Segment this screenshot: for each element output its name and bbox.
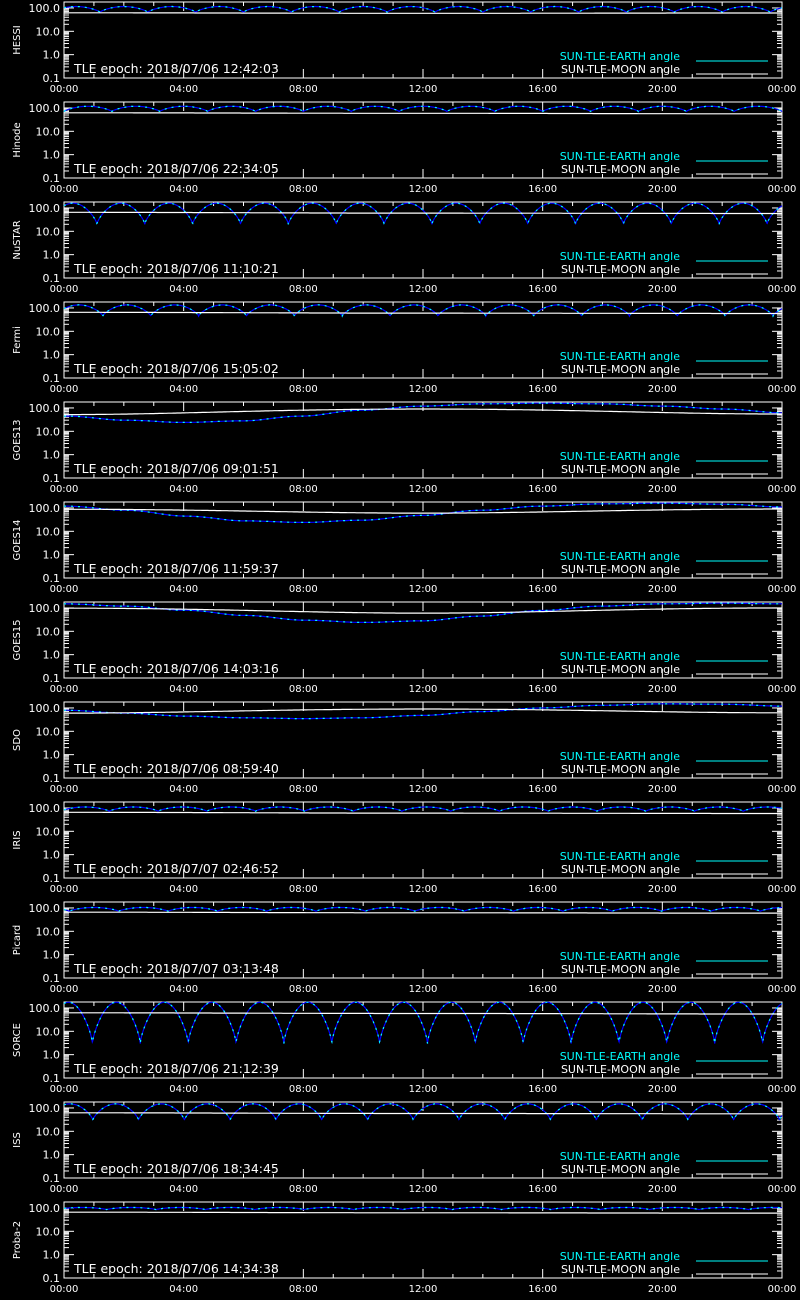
- panel-hinode: [12, 102, 796, 195]
- x-tick-label: 20:00: [647, 284, 677, 295]
- legend-label: SUN-TLE-EARTH angle: [559, 1250, 680, 1263]
- x-tick-label: 20:00: [647, 884, 677, 895]
- x-tick-label: 00:00: [767, 784, 797, 795]
- y-axis-label: GOES13: [12, 419, 23, 461]
- y-tick-label: 100.0: [28, 901, 60, 915]
- y-tick-label: 1.0: [42, 548, 60, 562]
- y-tick-label: 100.0: [28, 1001, 60, 1015]
- legend-label: SUN-TLE-MOON angle: [560, 663, 680, 676]
- y-tick-label: 100.0: [28, 1, 60, 15]
- x-tick-label: 08:00: [288, 384, 318, 395]
- legend-label: SUN-TLE-EARTH angle: [559, 250, 680, 263]
- y-tick-label: 10.0: [35, 625, 60, 639]
- tle-epoch-label: TLE epoch: 2018/07/06 22:34:05: [74, 161, 279, 176]
- y-tick-label: 0.1: [42, 1072, 60, 1085]
- x-tick-label: 04:00: [169, 784, 199, 795]
- x-tick-label: 00:00: [767, 284, 797, 295]
- x-tick-label: 00:00: [49, 1284, 79, 1295]
- x-tick-label: 00:00: [49, 684, 79, 695]
- x-tick-label: 00:00: [49, 1084, 79, 1095]
- y-axis-label: Hinode: [12, 122, 23, 158]
- y-tick-label: 1.0: [42, 248, 60, 262]
- x-tick-label: 00:00: [767, 884, 797, 895]
- x-tick-label: 12:00: [408, 384, 438, 395]
- tle-epoch-label: TLE epoch: 2018/07/06 14:03:16: [74, 661, 279, 676]
- x-tick-label: 08:00: [288, 984, 318, 995]
- y-tick-label: 10.0: [35, 225, 60, 239]
- y-tick-label: 10.0: [35, 1125, 60, 1139]
- panel-iss: [12, 1102, 796, 1195]
- y-tick-label: 0.1: [42, 372, 60, 385]
- legend-label: SUN-TLE-MOON angle: [560, 763, 680, 776]
- x-tick-label: 04:00: [169, 984, 199, 995]
- tle-epoch-label: TLE epoch: 2018/07/06 09:01:51: [74, 461, 279, 476]
- x-tick-label: 16:00: [528, 784, 558, 795]
- x-tick-label: 00:00: [49, 784, 79, 795]
- sun-tle-moon-line: [64, 212, 782, 213]
- tle-epoch-label: TLE epoch: 2018/07/06 08:59:40: [74, 761, 279, 776]
- x-tick-label: 12:00: [408, 484, 438, 495]
- y-tick-label: 10.0: [35, 1225, 60, 1239]
- x-tick-label: 00:00: [767, 484, 797, 495]
- x-tick-label: 12:00: [408, 84, 438, 95]
- x-tick-label: 04:00: [169, 684, 199, 695]
- x-tick-label: 12:00: [408, 684, 438, 695]
- y-tick-label: 10.0: [35, 525, 60, 539]
- x-tick-label: 12:00: [408, 1184, 438, 1195]
- legend-label: SUN-TLE-EARTH angle: [559, 950, 680, 963]
- tle-epoch-label: TLE epoch: 2018/07/06 11:10:21: [74, 261, 279, 276]
- x-tick-label: 04:00: [169, 184, 199, 195]
- x-tick-label: 08:00: [288, 584, 318, 595]
- x-tick-label: 04:00: [169, 484, 199, 495]
- legend-label: SUN-TLE-MOON angle: [560, 463, 680, 476]
- legend-label: SUN-TLE-MOON angle: [560, 1063, 680, 1076]
- y-tick-label: 10.0: [35, 425, 60, 439]
- x-tick-label: 00:00: [49, 884, 79, 895]
- y-tick-label: 100.0: [28, 401, 60, 415]
- x-tick-label: 20:00: [647, 184, 677, 195]
- x-tick-label: 20:00: [647, 1284, 677, 1295]
- y-tick-label: 100.0: [28, 1201, 60, 1215]
- y-axis-label: HESSI: [12, 25, 23, 55]
- x-tick-label: 08:00: [288, 1084, 318, 1095]
- y-tick-label: 0.1: [42, 972, 60, 985]
- y-tick-label: 100.0: [28, 701, 60, 715]
- y-axis-label: Proba-2: [12, 1220, 23, 1260]
- y-tick-label: 1.0: [42, 48, 60, 62]
- tle-epoch-label: TLE epoch: 2018/07/07 02:46:52: [74, 861, 279, 876]
- legend-label: SUN-TLE-MOON angle: [560, 963, 680, 976]
- panel-fermi: [12, 302, 796, 395]
- tle-epoch-label: TLE epoch: 2018/07/06 15:05:02: [74, 361, 279, 376]
- tle-epoch-label: TLE epoch: 2018/07/07 03:13:48: [74, 961, 279, 976]
- x-tick-label: 00:00: [767, 1284, 797, 1295]
- y-axis-label: GOES14: [12, 519, 23, 561]
- panel-goes14: [12, 502, 796, 595]
- y-tick-label: 100.0: [28, 1101, 60, 1115]
- x-tick-label: 00:00: [49, 284, 79, 295]
- x-tick-label: 20:00: [647, 684, 677, 695]
- x-tick-label: 08:00: [288, 684, 318, 695]
- legend-label: SUN-TLE-MOON angle: [560, 1263, 680, 1276]
- x-tick-label: 00:00: [49, 984, 79, 995]
- y-tick-label: 100.0: [28, 201, 60, 215]
- x-tick-label: 00:00: [49, 484, 79, 495]
- sun-tle-moon-line: [64, 1113, 782, 1114]
- y-tick-label: 100.0: [28, 501, 60, 515]
- sun-tle-moon-line: [64, 1212, 782, 1213]
- panel-goes15: [12, 602, 796, 695]
- y-tick-label: 1.0: [42, 1048, 60, 1062]
- y-tick-label: 0.1: [42, 472, 60, 485]
- x-tick-label: 04:00: [169, 584, 199, 595]
- x-tick-label: 16:00: [528, 284, 558, 295]
- x-tick-label: 00:00: [767, 1184, 797, 1195]
- x-tick-label: 16:00: [528, 884, 558, 895]
- y-tick-label: 0.1: [42, 872, 60, 885]
- x-tick-label: 12:00: [408, 284, 438, 295]
- x-tick-label: 00:00: [767, 184, 797, 195]
- y-tick-label: 10.0: [35, 25, 60, 39]
- y-axis-label: NuSTAR: [12, 220, 23, 260]
- tle-epoch-label: TLE epoch: 2018/07/06 12:42:03: [74, 61, 279, 76]
- panel-proba-2: [12, 1202, 796, 1295]
- x-tick-label: 00:00: [49, 184, 79, 195]
- x-tick-label: 16:00: [528, 1184, 558, 1195]
- x-tick-label: 20:00: [647, 1084, 677, 1095]
- x-tick-label: 16:00: [528, 484, 558, 495]
- panel-goes13: [12, 402, 796, 495]
- x-tick-label: 12:00: [408, 984, 438, 995]
- x-tick-label: 16:00: [528, 1084, 558, 1095]
- x-tick-label: 04:00: [169, 284, 199, 295]
- tle-epoch-label: TLE epoch: 2018/07/06 11:59:37: [74, 561, 279, 576]
- x-tick-label: 08:00: [288, 84, 318, 95]
- x-tick-label: 04:00: [169, 884, 199, 895]
- x-tick-label: 08:00: [288, 284, 318, 295]
- x-tick-label: 00:00: [767, 984, 797, 995]
- y-axis-label: SORCE: [12, 1023, 23, 1057]
- panel-hessi: [12, 2, 796, 95]
- x-tick-label: 12:00: [408, 1084, 438, 1095]
- x-tick-label: 20:00: [647, 84, 677, 95]
- legend-label: SUN-TLE-EARTH angle: [559, 550, 680, 563]
- y-tick-label: 10.0: [35, 925, 60, 939]
- x-tick-label: 08:00: [288, 784, 318, 795]
- y-tick-label: 10.0: [35, 825, 60, 839]
- x-tick-label: 12:00: [408, 1284, 438, 1295]
- x-tick-label: 12:00: [408, 784, 438, 795]
- y-tick-label: 1.0: [42, 1148, 60, 1162]
- sun-tle-moon-line: [64, 1013, 782, 1014]
- legend-label: SUN-TLE-MOON angle: [560, 163, 680, 176]
- y-tick-label: 0.1: [42, 572, 60, 585]
- x-tick-label: 20:00: [647, 1184, 677, 1195]
- x-tick-label: 16:00: [528, 184, 558, 195]
- y-tick-label: 0.1: [42, 272, 60, 285]
- x-tick-label: 20:00: [647, 484, 677, 495]
- panel-nustar: [12, 202, 796, 295]
- y-tick-label: 1.0: [42, 648, 60, 662]
- x-tick-label: 12:00: [408, 184, 438, 195]
- x-tick-label: 00:00: [767, 84, 797, 95]
- y-tick-label: 100.0: [28, 601, 60, 615]
- y-tick-label: 0.1: [42, 72, 60, 85]
- y-axis-label: SDO: [12, 729, 23, 751]
- y-tick-label: 10.0: [35, 125, 60, 139]
- legend-label: SUN-TLE-EARTH angle: [559, 1150, 680, 1163]
- x-tick-label: 16:00: [528, 984, 558, 995]
- x-tick-label: 16:00: [528, 384, 558, 395]
- y-tick-label: 100.0: [28, 801, 60, 815]
- x-tick-label: 04:00: [169, 1284, 199, 1295]
- legend-label: SUN-TLE-EARTH angle: [559, 150, 680, 163]
- legend-label: SUN-TLE-MOON angle: [560, 563, 680, 576]
- x-tick-label: 16:00: [528, 84, 558, 95]
- x-tick-label: 04:00: [169, 1184, 199, 1195]
- panel-sdo: [12, 702, 796, 795]
- tle-epoch-label: TLE epoch: 2018/07/06 18:34:45: [74, 1161, 279, 1176]
- legend-label: SUN-TLE-EARTH angle: [559, 350, 680, 363]
- y-tick-label: 0.1: [42, 172, 60, 185]
- panel-iris: [12, 802, 796, 895]
- legend-label: SUN-TLE-EARTH angle: [559, 1050, 680, 1063]
- y-tick-label: 1.0: [42, 1248, 60, 1262]
- x-tick-label: 00:00: [767, 584, 797, 595]
- y-tick-label: 0.1: [42, 672, 60, 685]
- x-tick-label: 16:00: [528, 684, 558, 695]
- sun-tle-moon-line: [64, 13, 782, 14]
- x-tick-label: 00:00: [767, 1084, 797, 1095]
- legend-label: SUN-TLE-EARTH angle: [559, 850, 680, 863]
- x-tick-label: 08:00: [288, 884, 318, 895]
- legend-label: SUN-TLE-MOON angle: [560, 63, 680, 76]
- x-tick-label: 20:00: [647, 984, 677, 995]
- y-tick-label: 0.1: [42, 1172, 60, 1185]
- legend-label: SUN-TLE-EARTH angle: [559, 750, 680, 763]
- x-tick-label: 16:00: [528, 1284, 558, 1295]
- sun-tle-moon-line: [64, 812, 782, 813]
- x-tick-label: 04:00: [169, 1084, 199, 1095]
- x-tick-label: 00:00: [49, 384, 79, 395]
- x-tick-label: 04:00: [169, 384, 199, 395]
- y-tick-label: 1.0: [42, 348, 60, 362]
- x-tick-label: 00:00: [767, 684, 797, 695]
- x-tick-label: 00:00: [49, 584, 79, 595]
- x-tick-label: 00:00: [49, 1184, 79, 1195]
- y-tick-label: 10.0: [35, 325, 60, 339]
- legend-label: SUN-TLE-EARTH angle: [559, 50, 680, 63]
- sun-tle-moon-line: [64, 912, 782, 913]
- legend-label: SUN-TLE-MOON angle: [560, 263, 680, 276]
- y-tick-label: 100.0: [28, 101, 60, 115]
- x-tick-label: 12:00: [408, 884, 438, 895]
- x-tick-label: 08:00: [288, 484, 318, 495]
- x-tick-label: 20:00: [647, 584, 677, 595]
- y-axis-label: Fermi: [12, 326, 23, 354]
- tle-epoch-label: TLE epoch: 2018/07/06 21:12:39: [74, 1061, 279, 1076]
- legend-label: SUN-TLE-EARTH angle: [559, 650, 680, 663]
- y-tick-label: 0.1: [42, 772, 60, 785]
- y-tick-label: 1.0: [42, 448, 60, 462]
- sun-tle-moon-line: [64, 113, 782, 114]
- x-tick-label: 08:00: [288, 1184, 318, 1195]
- x-tick-label: 20:00: [647, 384, 677, 395]
- y-tick-label: 10.0: [35, 1025, 60, 1039]
- y-tick-label: 1.0: [42, 848, 60, 862]
- x-tick-label: 20:00: [647, 784, 677, 795]
- y-tick-label: 1.0: [42, 148, 60, 162]
- x-tick-label: 08:00: [288, 1284, 318, 1295]
- x-tick-label: 12:00: [408, 584, 438, 595]
- legend-label: SUN-TLE-MOON angle: [560, 363, 680, 376]
- x-tick-label: 04:00: [169, 84, 199, 95]
- y-axis-label: GOES15: [12, 619, 23, 661]
- x-tick-label: 00:00: [49, 84, 79, 95]
- y-tick-label: 10.0: [35, 725, 60, 739]
- x-tick-label: 08:00: [288, 184, 318, 195]
- tle-epoch-label: TLE epoch: 2018/07/06 14:34:38: [74, 1261, 279, 1276]
- y-axis-label: Picard: [12, 924, 23, 956]
- x-tick-label: 00:00: [767, 384, 797, 395]
- y-axis-label: IRIS: [12, 830, 23, 850]
- y-tick-label: 1.0: [42, 948, 60, 962]
- legend-label: SUN-TLE-MOON angle: [560, 1163, 680, 1176]
- y-tick-label: 0.1: [42, 1272, 60, 1285]
- legend-label: SUN-TLE-EARTH angle: [559, 450, 680, 463]
- y-tick-label: 1.0: [42, 748, 60, 762]
- y-tick-label: 100.0: [28, 301, 60, 315]
- panel-picard: [12, 902, 796, 995]
- legend-label: SUN-TLE-MOON angle: [560, 863, 680, 876]
- y-axis-label: ISS: [12, 1132, 23, 1148]
- x-tick-label: 16:00: [528, 584, 558, 595]
- panel-sorce: [12, 1002, 796, 1095]
